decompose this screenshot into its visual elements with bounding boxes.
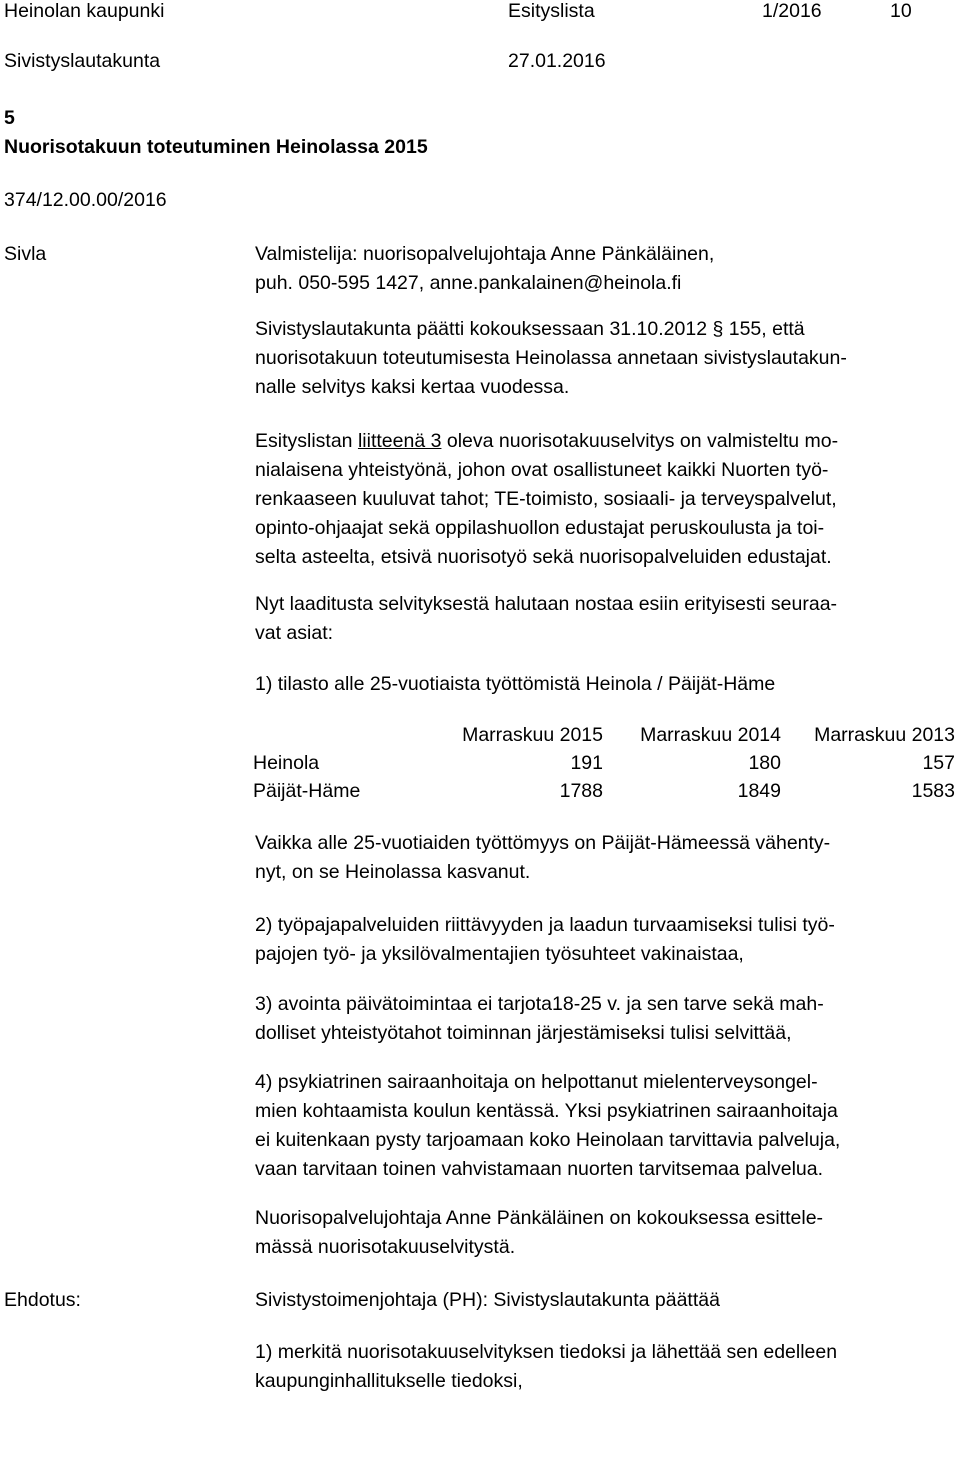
paragraph-line: opinto-ohjaajat sekä oppilashuollon edustajat peruskoulusta ja toi- [255, 517, 825, 539]
paragraph-line: kaupunginhallitukselle tiedoksi, [255, 1370, 523, 1392]
table-cell: Päijät-Häme [253, 780, 361, 802]
paragraph-attachment-description [255, 427, 955, 572]
paragraph-line: selta asteelta, etsivä nuorisotyö sekä nuorisopalveluiden edustajat. [255, 546, 832, 568]
preparer-line: Valmistelija: nuorisopalvelujohtaja Anne Pänkäläinen, [255, 243, 715, 265]
table-header-row [253, 721, 955, 749]
item-title: Nuorisotakuun toteutuminen Heinolassa 2015 [4, 136, 428, 158]
paragraph-point-4 [255, 1068, 955, 1184]
table-header-cell: Marraskuu 2015 [462, 724, 603, 746]
table-cell: 1583 [911, 780, 955, 802]
paragraph-line: renkaaseen kuuluvat tahot; TE-toimisto, sosiaali- ja terveyspalvelut, [255, 488, 837, 510]
paragraph-line: Nuorisopalvelujohtaja Anne Pänkäläinen on kokouksessa esittele- [255, 1207, 824, 1229]
paragraph-line: 3) avointa päivätoimintaa ei tarjota18-25 v. ja sen tarve sekä mah- [255, 993, 824, 1015]
item-reference: 374/12.00.00/2016 [4, 189, 167, 211]
paragraph-line: 4) psykiatrinen sairaanhoitaja on helpottanut mielenterveysongel- [255, 1071, 818, 1093]
paragraph-line: 2) työpajapalveluiden riittävyyden ja laadun turvaamiseksi tulisi työ- [255, 914, 835, 936]
table-cell: 180 [748, 752, 781, 774]
paragraph-line: 1) tilasto alle 25-vuotiaista työttömistä Heinola / Päijät-Häme [255, 673, 776, 695]
paragraph-decision-history [255, 315, 955, 402]
header-doc-type: Esityslista [508, 0, 595, 22]
table-row [253, 777, 955, 805]
header-doc-number: 1/2016 [762, 0, 822, 22]
attachment-link[interactable]: liitteenä 3 [357, 430, 442, 452]
proposal-intro [255, 1286, 955, 1315]
paragraph-statistics-heading [255, 670, 955, 699]
item-number: 5 [4, 107, 15, 129]
table-row [253, 749, 955, 777]
paragraph-point-3 [255, 990, 955, 1048]
paragraph-line: vat asiat: [255, 622, 334, 644]
paragraph-line: ei kuitenkaan pysty tarjoamaan koko Heinolaan tarvittavia palveluja, [255, 1129, 841, 1151]
paragraph-line: vaan tarvitaan toinen vahvistamaan nuorten tarvitsemaa palvelua. [255, 1158, 824, 1180]
paragraph-line: Nyt laaditusta selvityksestä halutaan nostaa esiin erityisesti seuraa- [255, 593, 838, 615]
paragraph-highlights-intro [255, 590, 955, 648]
paragraph-comparison [255, 829, 955, 887]
paragraph-line: pajojen työ- ja yksilövalmentajien työsuhteet vakinaistaa, [255, 943, 744, 965]
preparer-label: Sivla [4, 243, 47, 265]
table-cell: 1849 [737, 780, 781, 802]
paragraph-presenter [255, 1204, 955, 1262]
paragraph-line: mässä nuorisotakuuselvitystä. [255, 1236, 516, 1258]
paragraph-text: oleva nuorisotakuuselvitys on valmisteltu mo- [441, 430, 839, 452]
table-cell: 1788 [559, 780, 603, 802]
proposal-label: Ehdotus: [4, 1289, 81, 1311]
header-page-number: 10 [890, 0, 912, 22]
paragraph-line: Sivistyslautakunta päätti kokouksessaan 31.10.2012 § 155, että [255, 318, 805, 340]
proposal-point-1 [255, 1338, 955, 1396]
header-org: Heinolan kaupunki [4, 0, 165, 22]
unemployment-stats-table [253, 721, 955, 805]
header-date: 27.01.2016 [508, 50, 606, 72]
paragraph-line [255, 427, 955, 456]
paragraph-line: nalle selvitys kaksi kertaa vuodessa. [255, 376, 570, 398]
table-cell: 157 [922, 752, 955, 774]
header-board: Sivistyslautakunta [4, 50, 161, 72]
paragraph-line: nuorisotakuun toteutumisesta Heinolassa annetaan sivistyslautakun- [255, 347, 847, 369]
paragraph-line: dolliset yhteistyötahot toiminnan järjestämiseksi tulisi selvittää, [255, 1022, 792, 1044]
paragraph-point-2 [255, 911, 955, 969]
paragraph-line: nialaisena yhteistyönä, johon ovat osallistuneet kaikki Nuorten työ- [255, 459, 829, 481]
table-header-cell: Marraskuu 2013 [814, 724, 955, 746]
paragraph-line: 1) merkitä nuorisotakuuselvityksen tiedoksi ja lähettää sen edelleen [255, 1341, 838, 1363]
paragraph-text: Esityslistan [255, 430, 358, 452]
table-cell: Heinola [253, 752, 320, 774]
paragraph-line: nyt, on se Heinolassa kasvanut. [255, 861, 531, 883]
paragraph-line: Vaikka alle 25-vuotiaiden työttömyys on Päijät-Hämeessä vähenty- [255, 832, 831, 854]
paragraph-line: Sivistystoimenjohtaja (PH): Sivistyslautakunta päättää [255, 1289, 720, 1311]
table-header-cell [253, 721, 425, 749]
preparer-line: puh. 050-595 1427, anne.pankalainen@heinola.fi [255, 272, 682, 294]
paragraph-line: mien kohtaamista koulun kentässä. Yksi psykiatrinen sairaanhoitaja [255, 1100, 838, 1122]
table-cell: 191 [570, 752, 603, 774]
preparer-block [255, 240, 955, 298]
table-header-cell: Marraskuu 2014 [640, 724, 781, 746]
